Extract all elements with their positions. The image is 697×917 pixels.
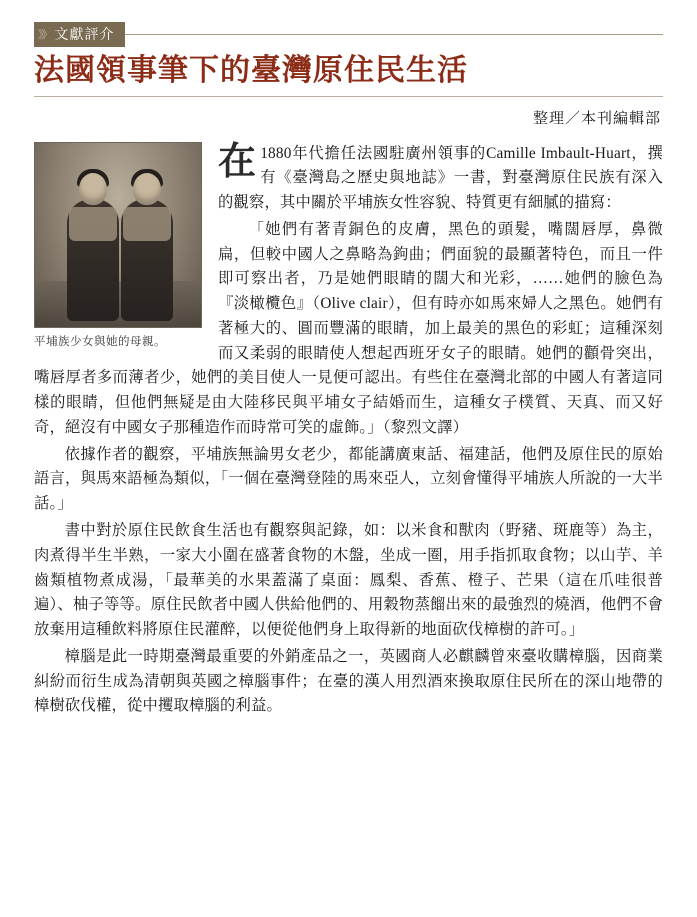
photo-figure-mother: [121, 199, 173, 321]
title-divider: [34, 96, 663, 97]
paragraph-quote-appearance: 「她們有著青銅色的皮膚，黑色的頭髮，嘴闊唇厚，鼻微扁，但較中國人之鼻略為鉤曲；們面貌的最顯著特色，而且一件即可察出者，乃是她們眼睛的闊大和光彩，……她們的臉色為『淡橄欖色』（Olive clair），但有時亦如馬來婦人之黑色。她們有著極大的、圓而豐滿的眼睛，加上最美的黑色的彩虹；這種深刻而又柔弱的眼睛使人想起西班牙女子的眼睛。她們的顴骨突出，嘴唇厚者多而薄者少，她們的美目使人一見便可認出。有些住在臺灣北部的中國人有著這同樣的眼睛，但他們無疑是由大陸移民與平埔女子結婚而生，這種女子樸質、天真、而又好奇，絕沒有中國女子那種造作而時常可笑的虛飾。」（黎烈文譯）: [34, 220, 663, 436]
page-title: 法國領事筆下的臺灣原住民生活: [34, 54, 468, 87]
paragraph-language: 依據作者的觀察，平埔族無論男女老少，都能講廣東話、福建話，他們及原住民的原始語言，與馬來語極為類似，「一個在臺灣登陸的馬來亞人，立刻會懂得平埔族人所說的一大半話。」: [34, 445, 663, 513]
paragraph-intro-text: 1880年代擔任法國駐廣州領事的Camille Imbault-Huart，撰有《臺灣島之歷史與地誌》一書，對臺灣原住民族有深入的觀察，其中關於平埔族女性容貌、特質更有細膩的描寫：: [218, 144, 663, 212]
photo-pingpu-girl-and-mother: [34, 142, 202, 328]
byline: 整理／本刊編輯部: [532, 110, 661, 127]
photo-figure-daughter-shawl: [69, 207, 117, 241]
drop-cap: 在: [218, 140, 257, 183]
tag-divider: [125, 34, 664, 35]
paragraph-food: 書中對於原住民飲食生活也有觀察與記錄，如：以米食和獸肉（野豬、斑鹿等）為主，肉煮得半生半熟，一家大小圍在盛著食物的木盤，坐成一圈，用手指抓取食物；以山芋、羊齒類植物煮成湯，「最華美的水果蓋滿了桌面：鳳梨、香蕉、橙子、芒果（這在爪哇很普遍）、柚子等等。原住民飲者中國人供給他們的、用穀物蒸餾出來的最強烈的燒酒，他們不會放棄用這種飲料將原住民灌醉，以便從他們身上取得新的地面砍伐樟樹的許可。」: [34, 521, 663, 639]
paragraph-camphor: 樟腦是此一時期臺灣最重要的外銷產品之一，英國商人必麒麟曾來臺收購樟腦，因商業糾紛而衍生成為清朝與英國之樟腦事件；在臺的漢人用烈酒來換取原住民所在的深山地帶的樟樹砍伐權，從中攫取樟腦的利益。: [34, 647, 663, 715]
photo-figure-mother-head: [133, 173, 161, 205]
photo-figure-daughter: [67, 199, 119, 321]
category-tag: [34, 22, 125, 47]
figure-caption: 平埔族少女與她的母親。: [34, 335, 166, 348]
category-tag-label: 文獻評介: [54, 27, 115, 43]
figure: [34, 142, 202, 351]
photo-figure-mother-shawl: [123, 207, 171, 241]
photo-figure-daughter-head: [79, 173, 107, 205]
category-tag-row: [34, 22, 663, 46]
chevron-right-icon: 》》: [38, 28, 51, 41]
